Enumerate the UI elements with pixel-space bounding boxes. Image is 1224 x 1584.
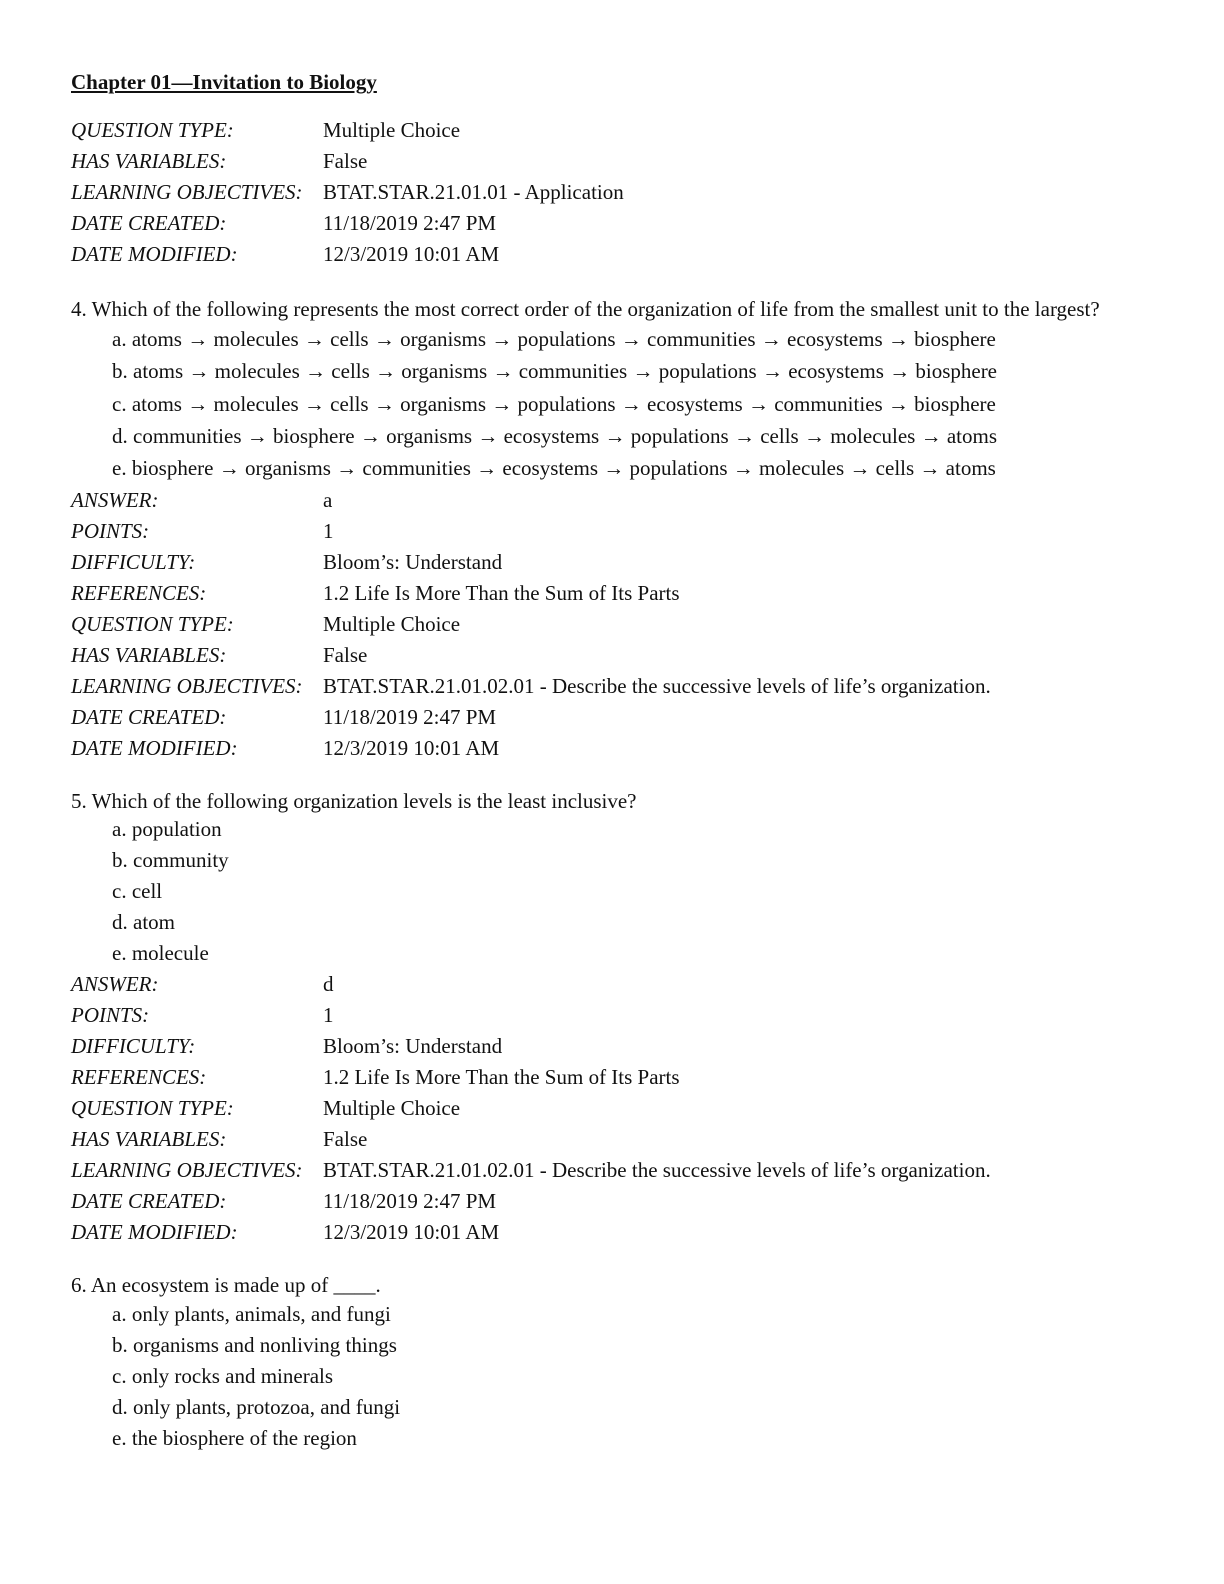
question-5-option-a: a. population — [112, 817, 222, 841]
meta-value: False — [323, 1127, 368, 1151]
meta-label: REFERENCES: — [71, 581, 207, 605]
meta-value: 11/18/2019 2:47 PM — [323, 705, 497, 729]
meta-value: Multiple Choice — [323, 118, 461, 142]
question-5-option-d: d. atom — [112, 910, 175, 934]
question-4-option-d: d. communities → biosphere → organisms → ecosystems → populations → cells → molecules → atoms — [112, 424, 998, 448]
question-6-option-e: e. the biosphere of the region — [112, 1426, 357, 1450]
meta-label: ANSWER: — [71, 972, 159, 996]
meta-value: Bloom’s: Understand — [323, 1034, 503, 1058]
question-4-option-e: e. biosphere → organisms → communities → ecosystems → populations → molecules → cells → atoms — [112, 456, 996, 480]
meta-value: a — [323, 488, 333, 512]
meta-value: 12/3/2019 10:01 AM — [323, 1220, 500, 1244]
meta-label: HAS VARIABLES: — [71, 149, 227, 173]
question-4-option-b: b. atoms → molecules → cells → organisms → communities → populations → ecosystems → biosphere — [112, 359, 998, 383]
meta-label: QUESTION TYPE: — [71, 118, 234, 142]
meta-label: HAS VARIABLES: — [71, 1127, 227, 1151]
meta-label: DATE CREATED: — [71, 705, 227, 729]
meta-value: False — [323, 643, 368, 667]
meta-value: 1.2 Life Is More Than the Sum of Its Parts — [323, 581, 680, 605]
meta-label: DATE CREATED: — [71, 211, 227, 235]
meta-label: QUESTION TYPE: — [71, 1096, 234, 1120]
meta-label: DIFFICULTY: — [71, 550, 196, 574]
question-6-option-a: a. only plants, animals, and fungi — [112, 1302, 391, 1326]
question-4-text: 4. Which of the following represents the most correct order of the organization of life from the smallest unit to the largest? — [71, 297, 1100, 321]
meta-value: 12/3/2019 10:01 AM — [323, 736, 500, 760]
meta-label: LEARNING OBJECTIVES: — [71, 1158, 303, 1182]
meta-label: HAS VARIABLES: — [71, 643, 227, 667]
meta-label: LEARNING OBJECTIVES: — [71, 180, 303, 204]
question-4-option-a: a. atoms → molecules → cells → organisms → populations → communities → ecosystems → biosphere — [112, 327, 996, 351]
question-5-text: 5. Which of the following organization levels is the least inclusive? — [71, 789, 637, 813]
meta-label: QUESTION TYPE: — [71, 612, 234, 636]
meta-value: BTAT.STAR.21.01.02.01 - Describe the successive levels of life’s organization. — [323, 674, 991, 698]
meta-label: POINTS: — [71, 1003, 150, 1027]
meta-value: 11/18/2019 2:47 PM — [323, 1189, 497, 1213]
meta-label: DATE MODIFIED: — [71, 736, 238, 760]
chapter-title: Chapter 01—Invitation to Biology — [71, 70, 377, 94]
meta-label: LEARNING OBJECTIVES: — [71, 674, 303, 698]
question-5-option-c: c. cell — [112, 879, 163, 903]
question-6-option-d: d. only plants, protozoa, and fungi — [112, 1395, 401, 1419]
meta-value: 12/3/2019 10:01 AM — [323, 242, 500, 266]
question-6-option-b: b. organisms and nonliving things — [112, 1333, 397, 1357]
meta-label: REFERENCES: — [71, 1065, 207, 1089]
meta-value: Bloom’s: Understand — [323, 550, 503, 574]
meta-value: Multiple Choice — [323, 612, 461, 636]
meta-label: DIFFICULTY: — [71, 1034, 196, 1058]
meta-value: 1 — [323, 1003, 334, 1027]
meta-value: BTAT.STAR.21.01.02.01 - Describe the successive levels of life’s organization. — [323, 1158, 991, 1182]
meta-value: BTAT.STAR.21.01.01 - Application — [323, 180, 624, 204]
meta-value: False — [323, 149, 368, 173]
meta-value: 1.2 Life Is More Than the Sum of Its Parts — [323, 1065, 680, 1089]
meta-label: DATE MODIFIED: — [71, 1220, 238, 1244]
meta-value: 11/18/2019 2:47 PM — [323, 211, 497, 235]
meta-value: Multiple Choice — [323, 1096, 461, 1120]
question-6-text: 6. An ecosystem is made up of ____. — [71, 1273, 381, 1297]
meta-label: POINTS: — [71, 519, 150, 543]
meta-label: ANSWER: — [71, 488, 159, 512]
question-5-option-e: e. molecule — [112, 941, 209, 965]
question-6-option-c: c. only rocks and minerals — [112, 1364, 334, 1388]
meta-value: d — [323, 972, 334, 996]
meta-label: DATE MODIFIED: — [71, 242, 238, 266]
question-5-option-b: b. community — [112, 848, 229, 872]
question-4-option-c: c. atoms → molecules → cells → organisms → populations → ecosystems → communities → biosphere — [112, 392, 996, 416]
meta-label: DATE CREATED: — [71, 1189, 227, 1213]
meta-value: 1 — [323, 519, 334, 543]
